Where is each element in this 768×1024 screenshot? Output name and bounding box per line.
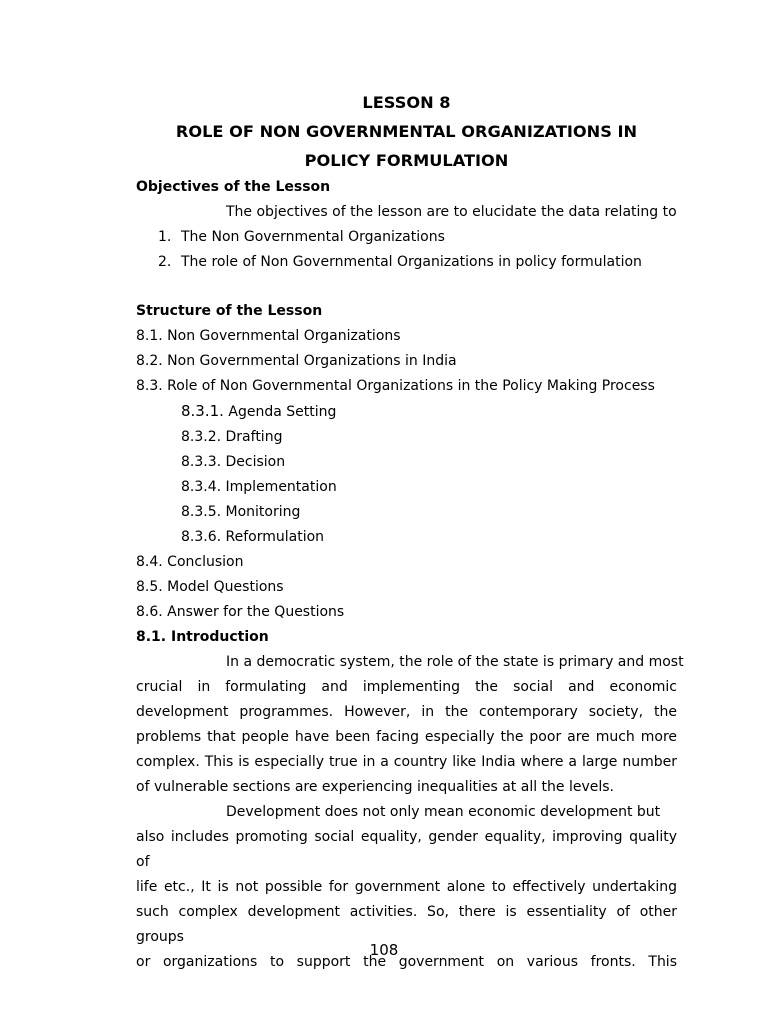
objective-item: [136, 225, 677, 250]
structure-item: 8.4. Conclusion: [136, 554, 244, 570]
subitem-text: Agenda Setting: [228, 404, 337, 420]
structure-subitem: 8.3.3. Decision: [181, 454, 286, 470]
structure-subitem: [136, 399, 677, 425]
page-number: 108: [369, 941, 399, 959]
structure-subitem: 8.3.4. Implementation: [181, 479, 337, 495]
structure-item: 8.1. Non Governmental Organizations: [136, 328, 401, 344]
lesson-title-line1: ROLE OF NON GOVERNMENTAL ORGANIZATIONS IN: [175, 122, 638, 141]
objectives-heading: Objectives of the Lesson: [136, 179, 331, 195]
structure-item: 8.6. Answer for the Questions: [136, 604, 345, 620]
paragraph-line: life etc., It is not possible for government alone to effectively undertaking: [136, 879, 677, 895]
paragraph-line: such complex development activities. So, there is essentiality of other groups: [136, 904, 677, 945]
spacer: [136, 275, 677, 299]
paragraph-line: also includes promoting social equality, gender equality, improving quality of: [136, 829, 677, 870]
subitem-number: 8.3.1.: [181, 402, 224, 420]
paragraph-line: crucial in formulating and implementing the social and economic: [136, 679, 677, 695]
objective-item: [136, 250, 677, 275]
structure-subitem: 8.3.5. Monitoring: [181, 504, 301, 520]
paragraph-line: complex. This is especially true in a country like India where a large number: [136, 754, 677, 770]
document-page: [136, 90, 684, 975]
paragraph-line: problems that people have been facing especially the poor are much more: [136, 729, 677, 745]
introduction-heading: 8.1. Introduction: [136, 629, 269, 645]
structure-heading: Structure of the Lesson: [136, 303, 323, 319]
paragraph-line: In a democratic system, the role of the state is primary and most: [226, 654, 684, 670]
objective-number: 2.: [158, 254, 172, 270]
objective-text: The Non Governmental Organizations: [181, 229, 445, 245]
structure-item: 8.5. Model Questions: [136, 579, 284, 595]
objective-number: 1.: [158, 229, 172, 245]
paragraph-line: of vulnerable sections are experiencing inequalities at all the levels.: [136, 779, 615, 795]
structure-subitem: 8.3.6. Reformulation: [181, 529, 325, 545]
structure-item: 8.3. Role of Non Governmental Organizations in the Policy Making Process: [136, 378, 655, 394]
paragraph-line: development programmes. However, in the contemporary society, the: [136, 704, 677, 720]
paragraph-line: or organizations to support the government on various fronts. This: [136, 954, 677, 970]
paragraph-line: Development does not only mean economic development but: [226, 804, 661, 820]
lesson-number: LESSON 8: [362, 93, 451, 112]
objectives-intro: The objectives of the lesson are to elucidate the data relating to: [226, 204, 677, 220]
objective-text: The role of Non Governmental Organizations in policy formulation: [181, 254, 642, 270]
lesson-title-line2: POLICY FORMULATION: [304, 151, 509, 170]
structure-item: 8.2. Non Governmental Organizations in India: [136, 353, 457, 369]
structure-subitem: 8.3.2. Drafting: [181, 429, 283, 445]
